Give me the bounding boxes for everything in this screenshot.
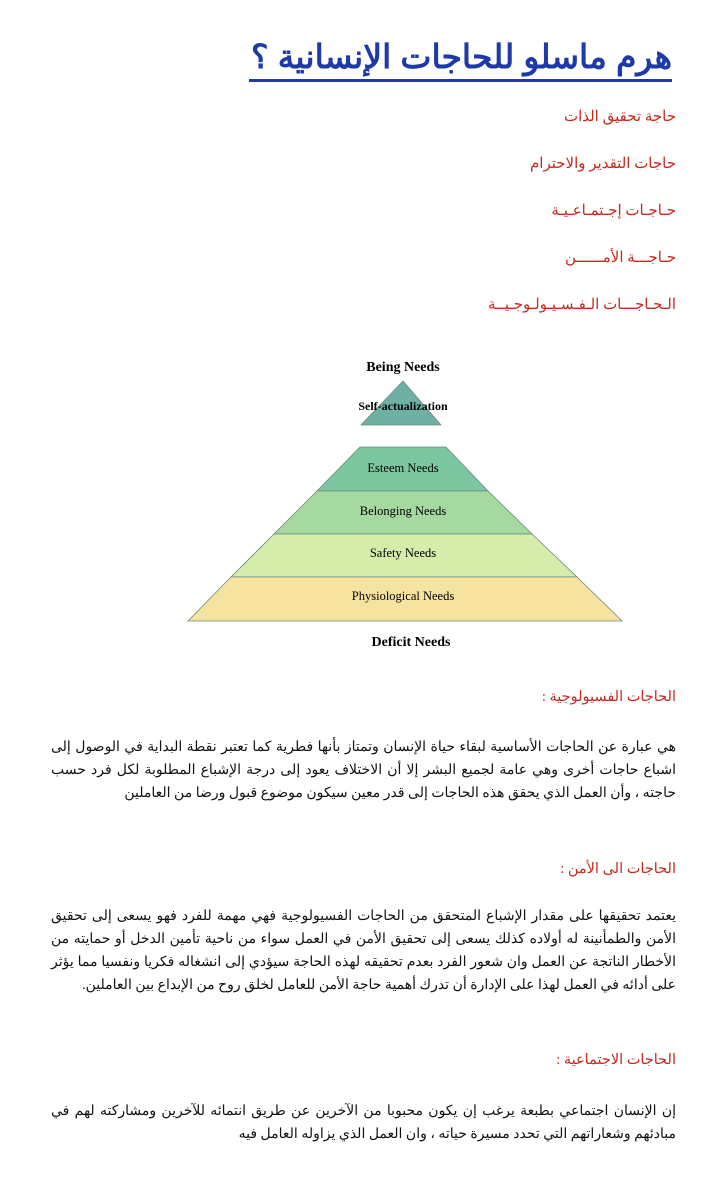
pyramid-label-safety: Safety Needs [369, 546, 437, 560]
title-underline [249, 79, 672, 82]
section-body-safety: يعتمد تحقيقها على مقدار الإشباع المتحقق من الحاجات الفسيولوجية فهي مهمة للفرد فهو يسعى إلى تحقيق الأمن والطمأنينة له أولاده كذلك يسعى إلى تحقيق الأمن في العمل سواء من ناحية تأمين الدخل أو حمايته من الأخطار الناتجة عن العمل وان شعور الفرد بعدم تحقيقه لهذه الحاجة سيؤدي إلى انشغاله فكريا ونفسيا مما يؤثر على أدائه في العمل لهذا على الإدارة أن تدرك أهمية حاجة الأمن للعامل لخلق روح من الإبداع بين العاملين. [51, 909, 676, 993]
maslow-pyramid-figure [180, 348, 640, 658]
section-body-social: إن الإنسان اجتماعي بطبعة يرغب إن يكون محبوبا من الآخرين عن طريق انتمائه للآخرين ومشاركته لهم في مبادئهم وشعاراتهم التي تحدد مسيرة حياته ، وان العمل الذي يزاوله العامل فيه [51, 1104, 676, 1142]
pyramid-label-physiological: Physiological Needs [351, 589, 455, 603]
pyramid-label-self-actualization: Self-actualization [358, 399, 448, 413]
needs-list-item-safety: حـاجـــة الأمــــــن [564, 250, 676, 266]
pyramid-label-belonging: Belonging Needs [359, 504, 447, 518]
maslow-pyramid [180, 348, 640, 658]
needs-list-item-social: حـاجـات إجـتمـاعـيـة [551, 203, 676, 219]
page-title: هرم ماسلو للحاجات الإنسانية ؟ [251, 38, 672, 75]
section-heading-safety: الحاجات الى الأمن : [560, 861, 676, 877]
deficit-needs-label: Deficit Needs [371, 635, 451, 650]
needs-list-item-self-actualization: حاجة تحقيق الذات [563, 109, 676, 125]
needs-list [276, 100, 676, 335]
section-heading-social: الحاجات الاجتماعية : [556, 1052, 676, 1068]
being-needs-label: Being Needs [366, 360, 440, 375]
pyramid-label-esteem: Esteem Needs [367, 461, 439, 475]
section-heading-physiological: الحاجات الفسيولوجية : [541, 689, 676, 705]
section-body-physiological: هي عبارة عن الحاجات الأساسية لبقاء حياة الإنسان وتمتاز بأنها فطرية كما تعتبر نقطة البداية في الوصول إلى اشباع حاجات أخرى وهي عامة لجميع البشر إلا أن الاختلاف يعود إلى درجة الإشباع المطلوبة لكل فرد حسب حاجته ، وأن العمل الذي يحقق هذه الحاجات إلى قدر معين سيكون موضوع قبول ورضا من العاملين [51, 740, 676, 801]
needs-list-item-esteem: حاجات التقدير والاحترام [530, 156, 676, 172]
needs-list-item-physiological: الـحـاجـــات الـفـسـيـولـوجـيــة [488, 297, 676, 313]
